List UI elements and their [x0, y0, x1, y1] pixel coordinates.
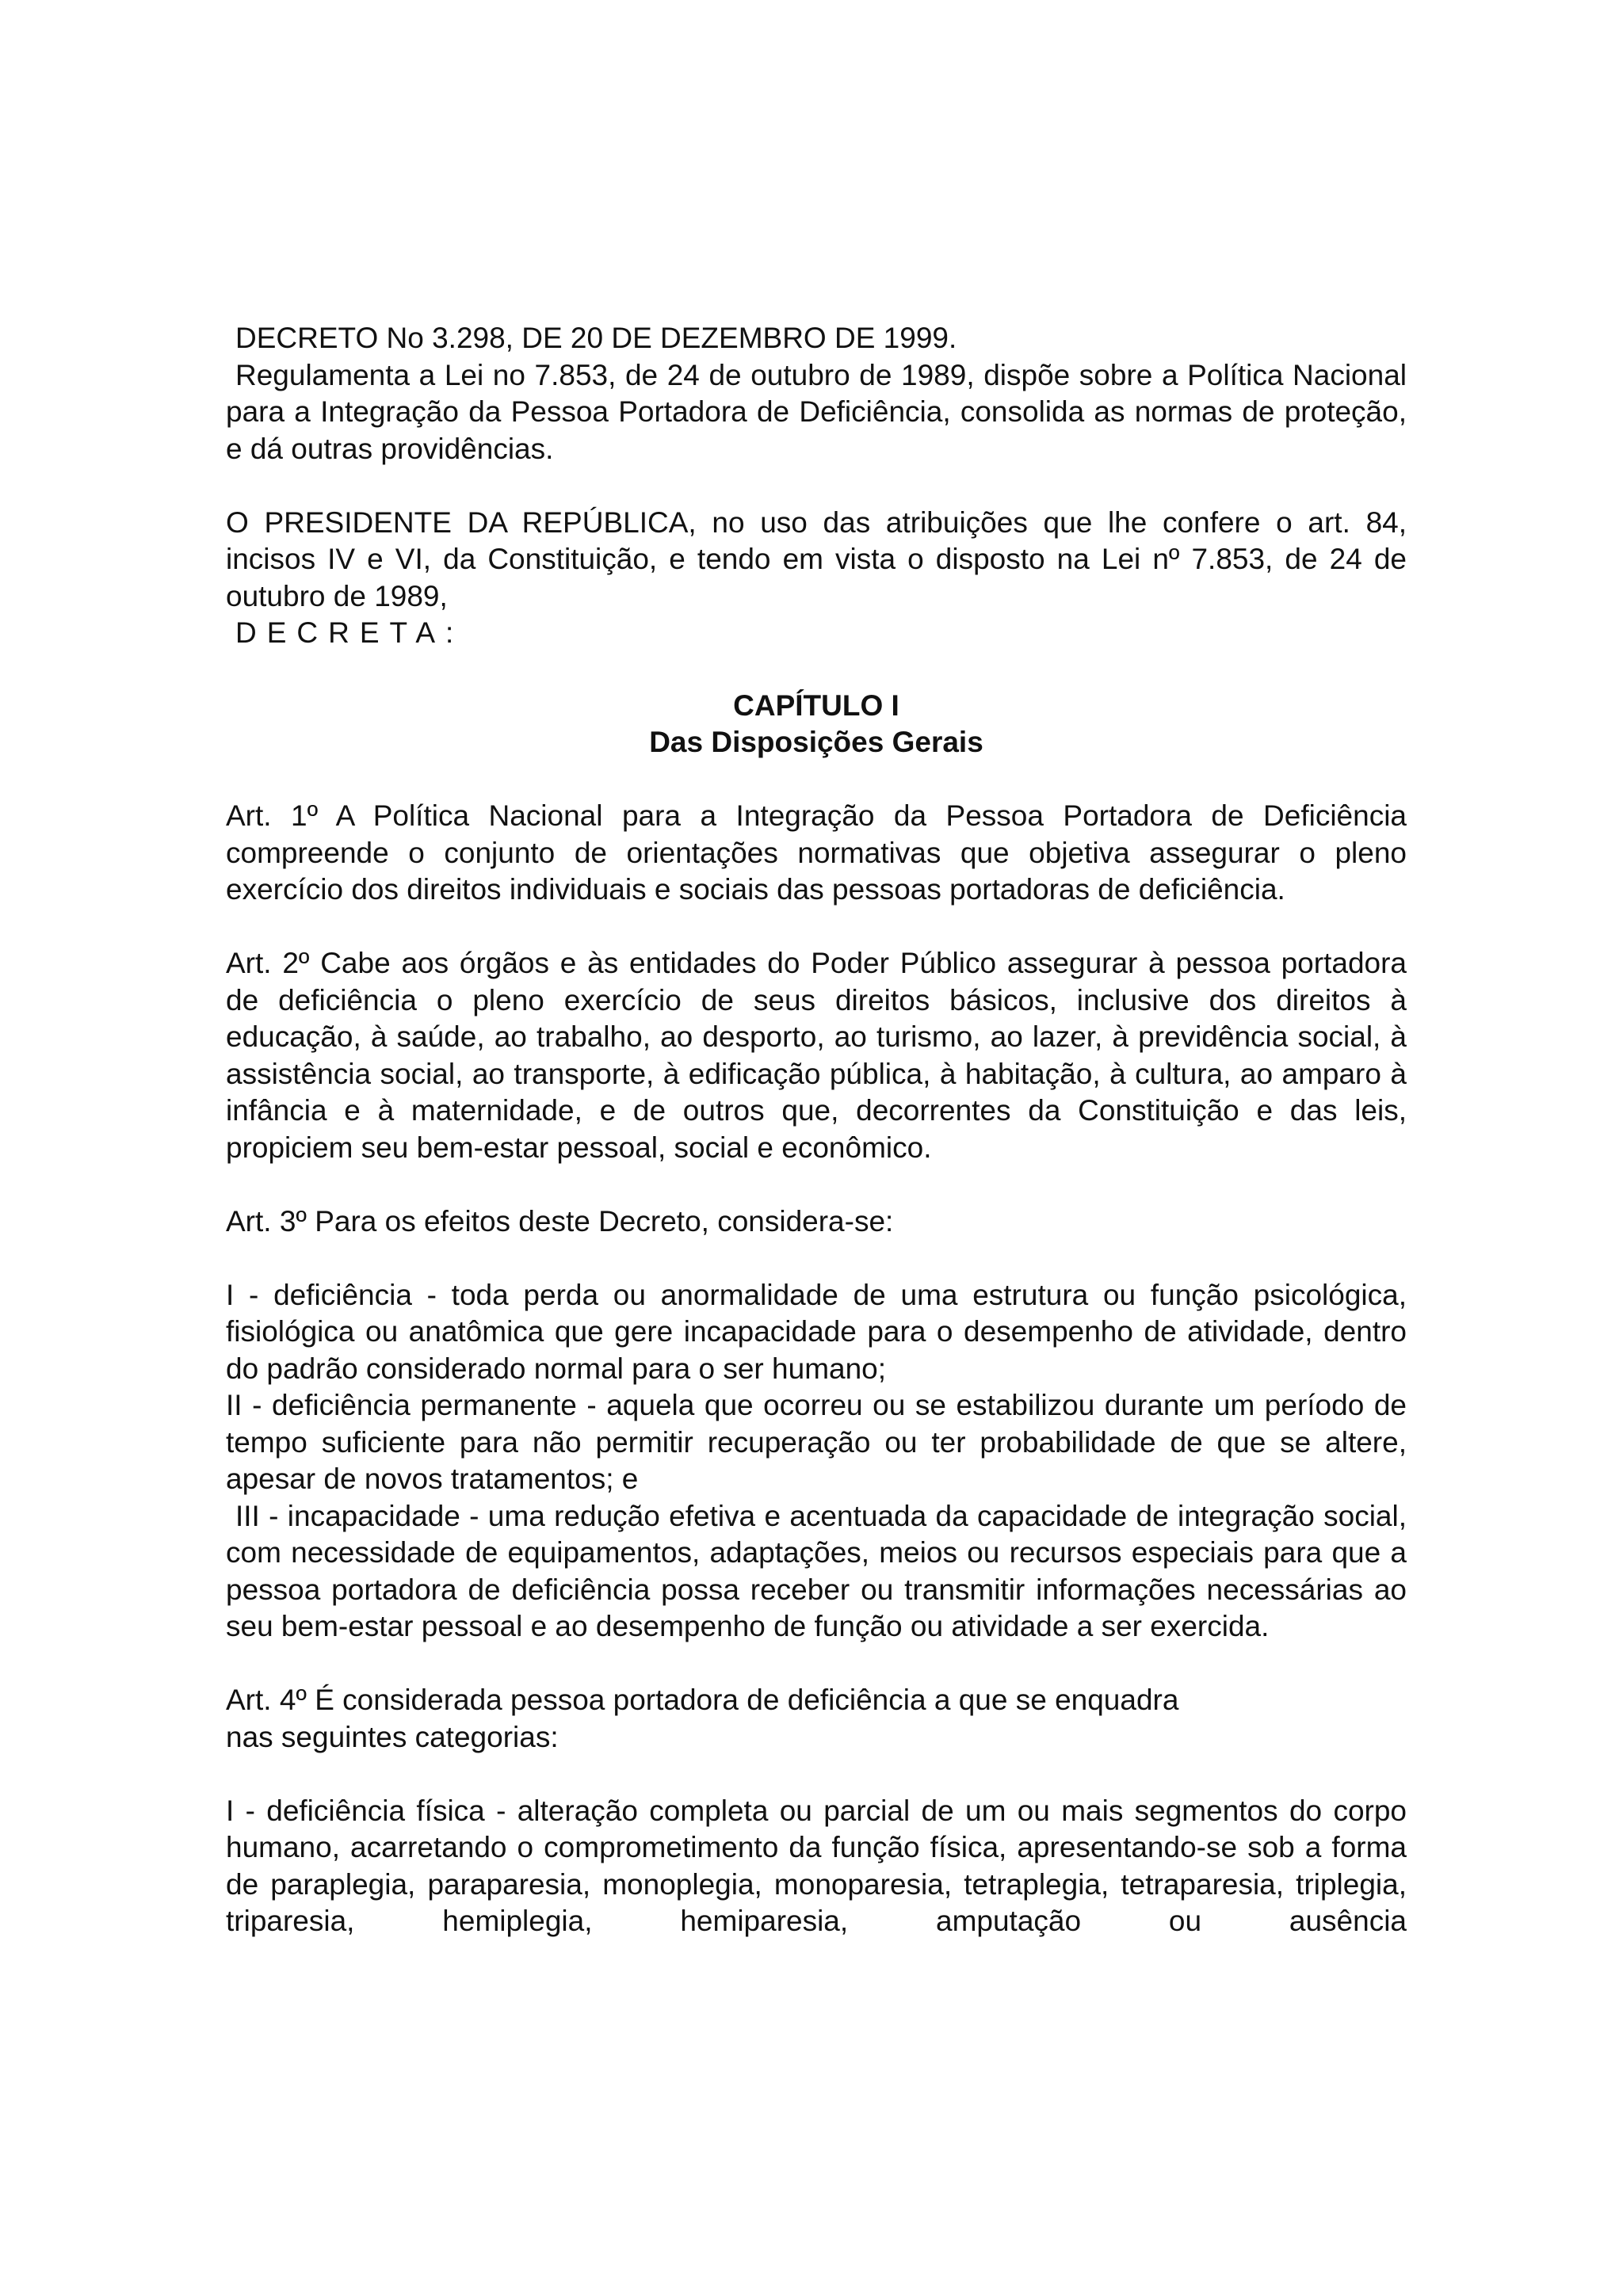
spacer [226, 1166, 1407, 1203]
decree-title: DECRETO No 3.298, DE 20 DE DEZEMBRO DE 1999. [235, 322, 957, 354]
decree-ementa: Regulamenta a Lei no 7.853, de 24 de outubro de 1989, dispõe sobre a Política Nacional para a Integração da Pessoa Portadora de Deficiência, consolida as normas de proteção, e dá outras providências. [226, 358, 1407, 465]
article-3-inciso-2: II - deficiência permanente - aquela que ocorreu ou se estabilizou durante um período de tempo suficiente para não permitir recuperação ou ter probabilidade de que se altere, apesar de novos tratamentos; e [226, 1389, 1407, 1495]
document-page [226, 320, 1407, 1940]
spacer [226, 1240, 1407, 1277]
article-3-inciso-3: III - incapacidade - uma redução efetiva e acentuada da capacidade de integração social, com necessidade de equipamentos, adaptações, meios ou recursos especiais para que a pessoa portadora de deficiência possa receber ou transmitir informações necessárias ao seu bem-estar pessoal e ao desempenho de função ou atividade a ser exercida. [226, 1499, 1407, 1642]
chapter-title: Das Disposições Gerais [649, 726, 983, 758]
spacer [226, 1646, 1407, 1683]
article-4-caput-line-2: nas seguintes categorias: [226, 1720, 559, 1753]
article-3-caput: Art. 3º Para os efeitos deste Decreto, considera-se: [226, 1204, 894, 1238]
article-4-inciso-1: I - deficiência física - alteração completa ou parcial de um ou mais segmentos do corpo humano, acarretando o comprometimento da função física, apresentando-se sob a forma de paraplegia, paraparesia, monoplegia, monoparesia, tetraplegia, tetraparesia, triplegia, triparesia, hemiplegia, hemiparesia, amputação ou ausência [226, 1794, 1407, 1937]
spacer [226, 761, 1407, 799]
article-4-caput-line-1: Art. 4º É considerada pessoa portadora de deficiência a que se enquadra [226, 1684, 1179, 1716]
decreta-keyword: DECRETA: [235, 616, 464, 649]
spacer [226, 909, 1407, 946]
chapter-number: CAPÍTULO I [733, 688, 899, 722]
article-3-inciso-1: I - deficiência - toda perda ou anormalidade de uma estrutura ou função psicológica, fisiológica ou anatômica que gere incapacidade para o desempenho de atividade, dentro do padrão considerado normal para o ser humano; [226, 1278, 1407, 1385]
preamble-text: O PRESIDENTE DA REPÚBLICA, no uso das atribuições que lhe confere o art. 84, incisos IV e VI, da Constituição, e tendo em vista o disposto na Lei nº 7.853, de 24 de outubro de 1989, [226, 505, 1407, 612]
article-1: Art. 1º A Política Nacional para a Integração da Pessoa Portadora de Deficiência compreende o conjunto de orientações normativas que objetiva assegurar o pleno exercício dos direitos individuais e sociais das pessoas portadoras de deficiência. [226, 799, 1407, 906]
article-2: Art. 2º Cabe aos órgãos e às entidades do Poder Público assegurar à pessoa portadora de deficiência o pleno exercício de seus direitos básicos, inclusive dos direitos à educação, à saúde, ao trabalho, ao desporto, ao turismo, ao lazer, à previdência social, à assistência social, ao transporte, à edificação pública, à habitação, à cultura, ao amparo à infância e à maternidade, e de outros que, decorrentes da Constituição e das leis, propiciem seu bem-estar pessoal, social e econômico. [226, 947, 1407, 1164]
spacer [226, 652, 1407, 688]
spacer [226, 1756, 1407, 1793]
spacer [226, 467, 1407, 505]
